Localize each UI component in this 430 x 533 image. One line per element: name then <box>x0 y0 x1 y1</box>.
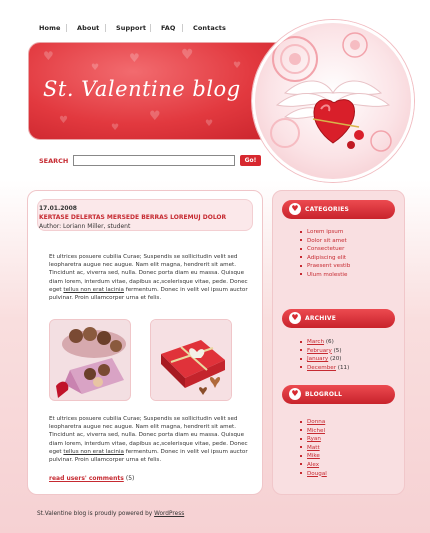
heart-icon: ♥ <box>205 119 214 129</box>
text-fragment: fermentum. Donec in velit vel ipsum auctor <box>123 448 248 455</box>
archive-count: (6) <box>325 339 334 345</box>
bullet-icon <box>300 366 302 368</box>
bullet-icon <box>300 239 302 241</box>
wordpress-link[interactable]: WordPress <box>154 511 185 517</box>
text-line: pulvinar. Proin ullamcorper urna et felis. <box>49 457 162 464</box>
blogroll-link[interactable]: Mike <box>307 453 320 460</box>
bullet-icon <box>300 231 302 233</box>
category-item[interactable] <box>300 262 350 271</box>
heart-icon: ♥ <box>289 312 301 324</box>
text-line: leopharetra augue nec augue. Nam elit magna, hendrerit sit amet. <box>49 424 237 431</box>
archive-header <box>282 309 395 328</box>
archive-item[interactable] <box>300 347 349 356</box>
inline-link[interactable]: tellus non erat lacinia <box>63 286 124 293</box>
blogroll-link[interactable]: Donna <box>307 419 326 425</box>
text-line: pulvinar. Proin ullamcorper urna et felis. <box>49 295 162 302</box>
post-date: 17.01.2008 <box>39 205 77 212</box>
post-title[interactable]: KERTASE DELERTAS MERSEDE BERRAS LOREMUJ DOLOR <box>39 214 227 221</box>
text-fragment: eget <box>49 286 64 293</box>
post-paragraph <box>49 253 259 302</box>
category-item[interactable] <box>300 254 350 263</box>
blogroll-title: BLOGROLL <box>305 391 343 398</box>
blogroll-link[interactable]: Matt <box>307 444 320 451</box>
bullet-icon <box>300 421 302 423</box>
blogroll-item[interactable] <box>300 452 327 461</box>
blogroll-link[interactable]: Ryan <box>307 436 321 443</box>
archive-item[interactable] <box>300 364 349 373</box>
text-line: Et ultrices posuere cubilia Curae; Suspendis se sollicitudin velit sed <box>49 254 238 260</box>
search-go-button[interactable]: Go! <box>240 155 261 166</box>
heart-icon: ♥ <box>233 61 242 71</box>
text-line: diam lorem, interdum vitae, dapibus ac,scelerisque vitae, pede. Donec <box>49 440 248 447</box>
comments-link-text[interactable]: read users' comments <box>49 475 124 482</box>
blogroll-link[interactable]: Michel <box>307 427 325 434</box>
gift-box-image <box>151 320 232 401</box>
archive-month[interactable]: December <box>307 364 337 371</box>
valentine-emblem <box>252 20 414 182</box>
archive-title: ARCHIVE <box>305 315 337 322</box>
archive-count: (11) <box>337 364 350 371</box>
category-item[interactable] <box>300 228 350 237</box>
category-item[interactable] <box>300 271 350 280</box>
footer-text: St.Valentine blog is proudly powered by <box>37 511 155 517</box>
nav-support[interactable]: Support <box>116 24 147 32</box>
archive-count: (20) <box>330 356 342 363</box>
comments-count: (5) <box>125 475 135 482</box>
blogroll-list <box>300 418 327 478</box>
archive-month[interactable]: January <box>307 356 329 363</box>
blogroll-item[interactable] <box>300 461 327 470</box>
text-line: Tincidunt ac, viverra sed, nulla. Donec porta diam eu massa. Quisque <box>49 270 245 277</box>
heart-icon: ♥ <box>91 63 100 73</box>
text-line <box>49 448 259 456</box>
bullet-icon <box>300 349 302 351</box>
heart-icon: ♥ <box>129 51 140 65</box>
blogroll-link[interactable]: Alex <box>307 461 320 468</box>
nav-divider <box>182 24 183 32</box>
heart-icon: ♥ <box>289 203 301 215</box>
category-label[interactable]: Praesent vestib <box>307 263 351 270</box>
nav-home[interactable]: Home <box>39 24 61 32</box>
heart-icon: ♥ <box>149 109 161 124</box>
category-label[interactable]: Dolor sit amet <box>307 237 347 244</box>
heart-icon: ♥ <box>181 47 194 63</box>
heart-icon: ♥ <box>111 123 120 133</box>
main-content <box>27 190 263 495</box>
footer <box>37 511 184 517</box>
nav-faq[interactable]: FAQ <box>161 24 176 32</box>
bullet-icon <box>300 455 302 457</box>
search-label: SEARCH <box>39 157 69 165</box>
text-line <box>49 286 259 294</box>
text-line: Et ultrices posuere cubilia Curae; Suspendis se sollicitudin velit sed <box>49 416 238 422</box>
heart-icon: ♥ <box>59 115 68 126</box>
blogroll-item[interactable] <box>300 470 327 479</box>
bullet-icon <box>300 273 302 275</box>
bullet-icon <box>300 463 302 465</box>
bullet-icon <box>300 256 302 258</box>
archive-count: (5) <box>333 347 342 354</box>
categories-list <box>300 228 350 280</box>
categories-header <box>282 200 395 219</box>
category-item[interactable] <box>300 237 350 246</box>
bullet-icon <box>300 341 302 343</box>
heart-icon: ♥ <box>289 388 301 400</box>
chocolate-box-image <box>50 320 131 401</box>
header-banner <box>28 42 290 140</box>
archive-month[interactable]: March <box>307 339 325 345</box>
category-label[interactable]: Consectetuer <box>307 246 345 253</box>
category-label[interactable]: Adipiscing elit <box>307 254 347 261</box>
bullet-icon <box>300 248 302 250</box>
archive-item[interactable] <box>300 338 349 347</box>
bullet-icon <box>300 472 302 474</box>
category-label[interactable]: Lorem ipsum <box>307 229 344 235</box>
archive-item[interactable] <box>300 355 349 364</box>
nav-about[interactable]: About <box>77 24 100 32</box>
gift-photo <box>150 319 232 401</box>
text-fragment: fermentum. Donec in velit vel ipsum auctor <box>123 286 248 293</box>
winged-heart-illustration <box>255 23 411 179</box>
nav-divider <box>150 24 151 32</box>
text-fragment: eget <box>49 448 64 455</box>
bullet-icon <box>300 446 302 448</box>
post-paragraph <box>49 415 259 464</box>
bullet-icon <box>300 429 302 431</box>
archive-month[interactable]: February <box>307 347 332 354</box>
post-author: Author: Loriann Miller, student <box>39 223 131 230</box>
nav-divider <box>105 24 106 32</box>
text-line: leopharetra augue nec augue. Nam elit magna, hendrerit sit amet. <box>49 262 237 269</box>
chocolates-photo <box>49 319 131 401</box>
nav-divider <box>66 24 67 32</box>
nav-contacts[interactable]: Contacts <box>193 24 226 32</box>
category-label[interactable]: Ulum molestie <box>307 271 348 278</box>
bullet-icon <box>300 265 302 267</box>
read-comments-link[interactable] <box>49 475 134 482</box>
inline-link[interactable]: tellus non erat lacinia <box>63 448 124 455</box>
blogroll-item[interactable] <box>300 427 327 436</box>
heart-icon: ♥ <box>43 49 54 63</box>
blogroll-header <box>282 385 395 404</box>
blogroll-item[interactable] <box>300 444 327 453</box>
search-input[interactable] <box>73 155 235 166</box>
bullet-icon <box>300 358 302 360</box>
sidebar <box>272 190 405 495</box>
category-item[interactable] <box>300 245 350 254</box>
categories-title: CATEGORIES <box>305 206 350 213</box>
blogroll-item[interactable] <box>300 418 327 427</box>
blogroll-item[interactable] <box>300 435 327 444</box>
archive-list <box>300 338 349 372</box>
blog-title: St. Valentine blog <box>43 77 241 101</box>
bullet-icon <box>300 438 302 440</box>
text-line: Tincidunt ac, viverra sed, nulla. Donec porta diam eu massa. Quisque <box>49 432 245 439</box>
text-line: diam lorem, interdum vitae, dapibus ac,scelerisque vitae, pede. Donec <box>49 278 248 285</box>
blogroll-link[interactable]: Dougal <box>307 470 327 477</box>
